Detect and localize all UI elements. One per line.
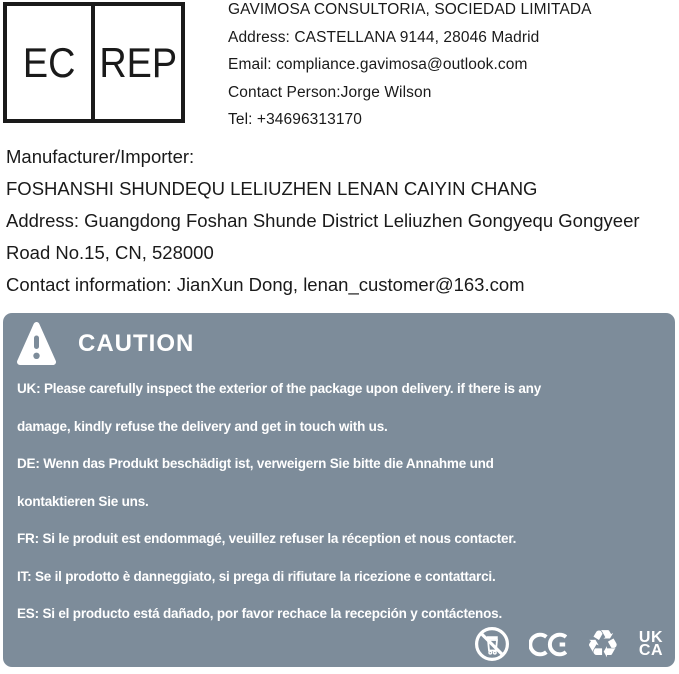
rep-contact-person: Contact Person:Jorge Wilson (228, 83, 432, 101)
warning-es-line1: ES: Si el producto está dañado, por favor rechace la recepción y contáctenos. (17, 606, 502, 621)
warning-uk-line2: damage, kindly refuse the delivery and get in touch with us. (17, 418, 388, 434)
ec-rep-rep-label: REP (98, 38, 177, 86)
warning-uk (17, 370, 665, 445)
warning-it-line1: IT: Se il prodotto è danneggiato, si prega di rifiutare la ricezione e contattarci. (17, 568, 496, 584)
rep-address: Address: CASTELLANA 9144, 28046 Madrid (228, 28, 540, 46)
warning-de-line2: kontaktieren Sie uns. (17, 493, 149, 509)
ec-rep-ec-cell (7, 6, 95, 119)
rep-company-name: GAVIMOSA CONSULTORIA, SOCIEDAD LIMITADA (228, 1, 592, 18)
caution-header (17, 322, 194, 365)
manufacturer-address-line2: Road No.15, CN, 528000 (6, 242, 214, 263)
warning-fr-line1: FR: Si le produit est endommagé, veuillez refuser la réception et nous contacter. (17, 531, 517, 546)
warning-fr (17, 520, 665, 558)
rep-tel: Tel: +34696313170 (228, 111, 363, 128)
manufacturer-address-line1: Address: Guangdong Foshan Shunde District Leliuzhen Gongyequ Gongyeer (6, 210, 640, 231)
ukca-line1: UK (638, 628, 663, 646)
manufacturer-name: FOSHANSHI SHUNDEQU LELIUZHEN LENAN CAIYIN CHANG (6, 178, 538, 199)
warning-de-line1: DE: Wenn das Produkt beschädigt ist, verweigern Sie bitte die Annahme und (17, 456, 494, 471)
warning-uk-line1: UK: Please carefully inspect the exterior of the package upon delivery. if there is any (17, 381, 542, 396)
ukca-mark (638, 628, 663, 659)
ec-rep-ec-label: EC (22, 38, 76, 86)
ec-rep-rep-cell (95, 6, 181, 119)
ce-mark-icon (529, 632, 567, 657)
rep-email: Email: compliance.gavimosa@outlook.com (228, 56, 528, 73)
manufacturer-section (6, 141, 678, 301)
recycle-icon: ♻ (585, 622, 620, 666)
warning-it (17, 558, 665, 596)
warning-triangle-icon (17, 322, 56, 365)
caution-warnings (17, 370, 665, 633)
ukca-line2: CA (638, 642, 663, 659)
warning-de (17, 445, 665, 520)
manufacturer-heading: Manufacturer/Importer: (6, 146, 195, 167)
weee-no-trash-icon (474, 626, 510, 662)
ec-rep-symbol (3, 2, 185, 123)
caution-box (3, 313, 675, 667)
manufacturer-contact: Contact information: JianXun Dong, lenan_customer@163.com (6, 274, 525, 295)
compliance-marks (474, 622, 663, 666)
caution-title: CAUTION (78, 329, 195, 357)
authorized-rep-info (228, 0, 678, 134)
